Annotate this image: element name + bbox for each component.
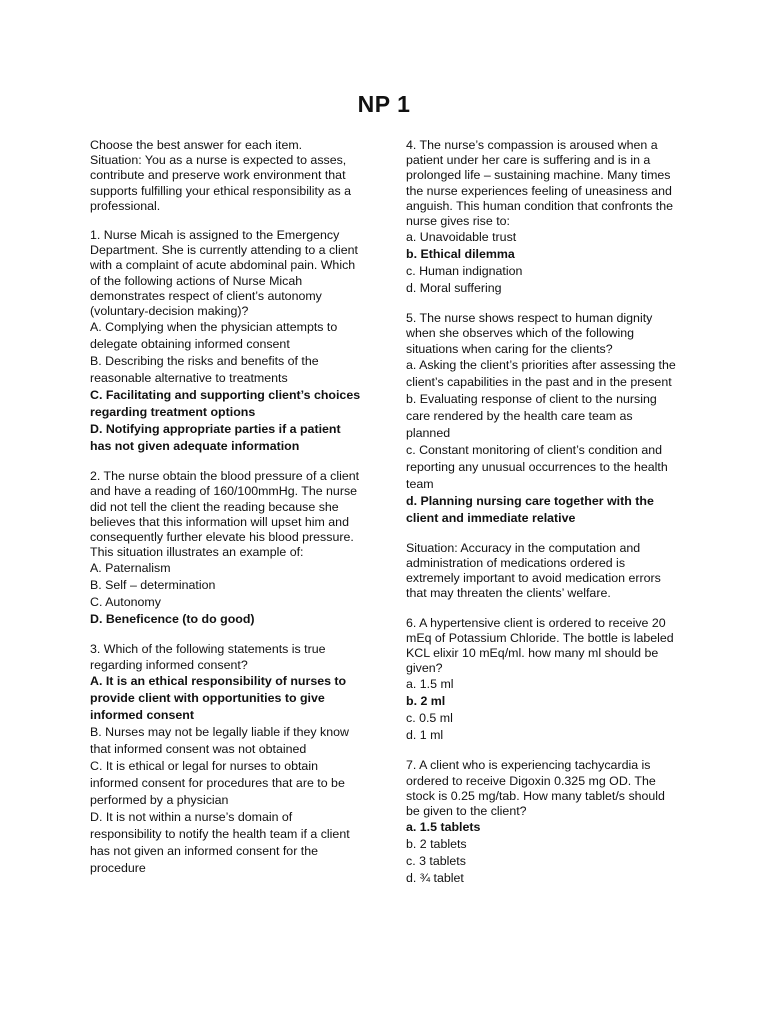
question-6 bbox=[406, 616, 680, 745]
instruction-text: Choose the best answer for each item. bbox=[90, 138, 303, 152]
page-title: NP 1 bbox=[357, 91, 411, 117]
option-a: a. Asking the client’s priorities after assessing the client’s capabilities in the past and in the present bbox=[406, 357, 676, 389]
option-b-answer: b. 2 ml bbox=[406, 694, 446, 709]
question-stem: 5. The nurse shows respect to human dignity when she observes which of the following situations when caring for the clients? bbox=[406, 311, 653, 356]
option-d-answer: D. Notifying appropriate parties if a patient has not given adequate information bbox=[90, 422, 341, 454]
option-a: a. 1.5 ml bbox=[406, 677, 454, 692]
option-c: c. Human indignation bbox=[406, 264, 523, 279]
question-stem: 6. A hypertensive client is ordered to receive 20 mEq of Potassium Chloride. The bottle is labeled KCL elixir 10 mEq/ml. how many ml should be given? bbox=[406, 615, 674, 676]
option-d: d. Moral suffering bbox=[406, 281, 502, 296]
option-d-answer: d. Planning nursing care together with the client and immediate relative bbox=[406, 493, 654, 525]
option-d: d. 1 ml bbox=[406, 728, 444, 743]
right-column bbox=[406, 138, 680, 887]
question-stem: 1. Nurse Micah is assigned to the Emergency Department. She is currently attending to a client with a complaint of acute abdominal pain. Which of the following actions of Nurse Micah demonstrates respect of client’s autonomy (voluntary-decision making)? bbox=[90, 228, 358, 319]
question-2 bbox=[90, 469, 362, 628]
option-a: A. Complying when the physician attempts to delegate obtaining informed consent bbox=[90, 320, 338, 352]
option-b: b. Evaluating response of client to the nursing care rendered by the health care team as planned bbox=[406, 391, 657, 440]
option-b: B. Self – determination bbox=[90, 578, 216, 593]
question-3 bbox=[90, 642, 362, 876]
option-c: c. 3 tablets bbox=[406, 854, 466, 869]
option-a-answer: a. 1.5 tablets bbox=[406, 820, 481, 835]
option-b: B. Describing the risks and benefits of the reasonable alternative to treatments bbox=[90, 354, 319, 386]
question-stem: 2. The nurse obtain the blood pressure of a client and have a reading of 160/100mmHg. The nurse did not tell the client the reading because she believes that this information will upset him and consequently further elevate his blood pressure. This situation illustrates an example of: bbox=[90, 469, 360, 560]
option-a-answer: A. It is an ethical responsibility of nurses to provide client with opportunities to give informed consent bbox=[90, 673, 347, 722]
question-7 bbox=[406, 758, 680, 887]
left-column bbox=[90, 138, 362, 877]
option-c-answer: C. Facilitating and supporting client’s choices regarding treatment options bbox=[90, 388, 361, 420]
option-c: c. 0.5 ml bbox=[406, 711, 453, 726]
question-stem: 4. The nurse’s compassion is aroused when a patient under her care is suffering and is in a prolonged life – sustaining machine. Many times the nurse experiences feeling of uneasiness and anguish. This human condition that confronts the nurse gives rise to: bbox=[406, 138, 674, 229]
situation-text: Situation: You as a nurse is expected to asses, contribute and preserve work environment that supports fulfilling your ethical responsibility as a professional. bbox=[90, 153, 352, 213]
option-d: d. ¾ tablet bbox=[406, 871, 464, 886]
question-5 bbox=[406, 311, 680, 527]
question-4 bbox=[406, 138, 680, 297]
option-c: c. Constant monitoring of client’s condition and reporting any unusual occurrences to the health team bbox=[406, 442, 668, 491]
option-b: b. 2 tablets bbox=[406, 837, 467, 852]
option-b-answer: b. Ethical dilemma bbox=[406, 247, 515, 262]
question-stem: 7. A client who is experiencing tachycardia is ordered to receive Digoxin 0.325 mg OD. The stock is 0.25 mg/tab. How many tablet/s should be given to the client? bbox=[406, 758, 665, 819]
question-1 bbox=[90, 228, 362, 455]
option-d-answer: D. Beneficence (to do good) bbox=[90, 612, 255, 627]
option-d: D. It is not within a nurse’s domain of responsibility to notify the health team if a client has not given an informed consent for the procedure bbox=[90, 809, 350, 875]
situation-text: Situation: Accuracy in the computation and administration of medications ordered is extremely important to avoid medication errors that may threaten the clients’ welfare. bbox=[406, 540, 661, 601]
option-a: a. Unavoidable trust bbox=[406, 230, 517, 245]
option-c: C. It is ethical or legal for nurses to obtain informed consent for procedures that are to be performed by a physician bbox=[90, 758, 345, 807]
option-b: B. Nurses may not be legally liable if they know that informed consent was not obtained bbox=[90, 724, 349, 756]
option-a: A. Paternalism bbox=[90, 561, 171, 576]
question-stem: 3. Which of the following statements is true regarding informed consent? bbox=[90, 642, 326, 672]
option-c: C. Autonomy bbox=[90, 595, 161, 610]
